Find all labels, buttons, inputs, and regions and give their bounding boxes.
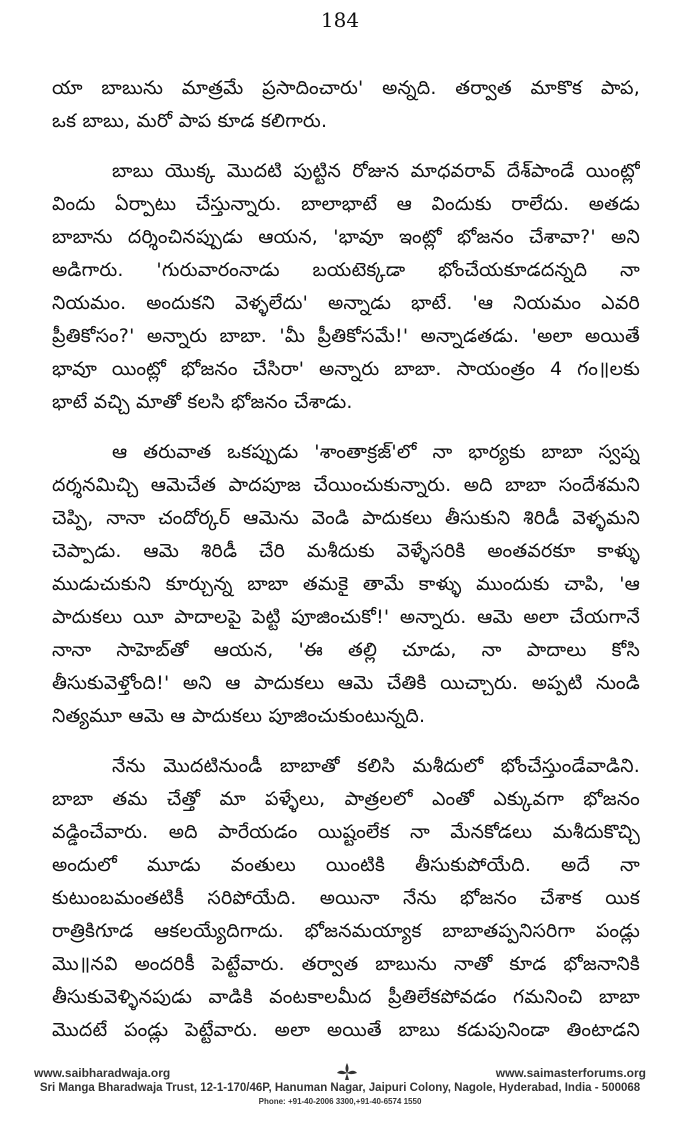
text-line: భావూ యింట్లో భోజనం చేసిరా' అన్నారు బాబా. సాయంత్రం 4 గం॥లకు: [52, 358, 640, 380]
text-line: బాబు యొక్క మొదటి పుట్టిన రోజున మాధవరావ్ దేశ్‌పాండే యింట్లో: [112, 160, 640, 182]
text-line: చెప్పాడు. ఆమె శిరిడీ చేరి మశీదుకు వెళ్ళేసరికి అంతవరకూ కాళ్ళు: [52, 540, 640, 562]
website-link-left[interactable]: www.saibharadwaja.org: [34, 1066, 171, 1080]
paragraph: [52, 72, 640, 138]
text-line: నియమం. అందుకని వెళ్ళలేదు' అన్నాడు భాటే. 'ఆ నియమం ఎవరి: [52, 292, 640, 314]
text-line: రాత్రికిగూడ ఆకలయ్యేదిగాదు. భోజనమయ్యాక బాబాతప్పనిసరిగా పండ్లు: [52, 920, 640, 942]
text-line: అడిగారు. 'గురువారంనాడు బయటెక్కడా భోంచేయకూడదన్నది నా: [52, 259, 640, 281]
text-line: తీసుకువెళ్ళినపుడు వాడికి వంటకాలమీద ప్రీతిలేకపోవడం గమనించి బాబా: [52, 986, 640, 1008]
text-line: ఆ తరువాత ఒకప్పుడు 'శాంతాక్రజ్'లో నా భార్యకు బాబా స్వప్న: [112, 441, 640, 463]
text-line: చెప్పి, నానా చందోర్కర్ ఆమెను వెండి పాదుకలు తీసుకుని శిరిడీ వెళ్ళమని: [52, 507, 640, 529]
text-line: నేను మొదటినుండీ బాబాతో కలిసి మశీదులో భోంచేస్తుండేవాడిని.: [112, 755, 640, 777]
trust-address: Sri Manga Bharadwaja Trust, 12-1-170/46P, Hanuman Nagar, Jaipuri Colony, Nagole, Hyderabad, India - 500068: [39, 1082, 641, 1094]
paragraph: [52, 436, 640, 733]
page-number: 184: [320, 8, 360, 32]
text-line: బాబా తమ చేత్తో మా పళ్ళేలు, పాత్రలలో ఎంతో ఎక్కువగా భోజనం: [52, 788, 640, 810]
text-line: దర్శనమిచ్చి ఆమెచేత పాదపూజ చేయించుకున్నారు. అది బాబా సందేశమని: [52, 474, 640, 496]
text-line: యా బాబును మాత్రమే ప్రసాదించారు' అన్నది. తర్వాత మాకొక పాప,: [52, 77, 640, 99]
floral-emblem-icon: [336, 1062, 358, 1082]
text-line: పాదుకలు యీ పాదాలపై పెట్టి పూజించుకో!' అన్నారు. ఆమె అలా చేయగానే: [52, 606, 640, 628]
text-line: ముడుచుకుని కూర్చున్న బాబా తమకై తామే కాళ్ళు ముందుకు చాపి, 'ఆ: [52, 573, 640, 595]
text-line: భాటే వచ్చి మాతో కలసి భోజనం చేశాడు.: [52, 391, 353, 413]
text-line: నిత్యమూ ఆమె ఆ పాదుకలు పూజించుకుంటున్నది.: [52, 705, 426, 727]
text-line: మొదటే పండ్లు పెట్టేవారు. అలా అయితే బాబు కడుపునిండా తింటాడని: [52, 1019, 640, 1041]
text-line: తీసుకువెళ్తోంది!' అని ఆ పాదుకలు ఆమె చేతికి యిచ్చారు. అప్పటి నుండి: [52, 672, 640, 694]
paragraph: [52, 155, 640, 419]
phone-numbers: Phone: +91-40-2006 3300,+91-40-6574 1550: [258, 1097, 422, 1106]
text-line: నానా సాహెబ్‌తో ఆయన, 'ఈ తల్లి చూడు, నా పాదాలు కోసి: [52, 639, 640, 661]
page-footer: [30, 1066, 650, 1118]
text-line: వడ్డించేవారు. అది పారేయడం యిష్టంలేక నా మేనకోడలు మశీదుకొచ్చి: [52, 821, 640, 843]
text-line: కుటుంబమంతటికీ సరిపోయేది. అయినా నేను భోజనం చేశాక యిక: [52, 887, 640, 909]
text-line: విందు ఏర్పాటు చేస్తున్నారు. బాలాభాటే ఆ విందుకు రాలేదు. అతడు: [52, 193, 640, 215]
text-line: ఒక బాబు, మరో పాప కూడ కలిగారు.: [52, 110, 328, 132]
text-line: బాబాను దర్శించినప్పుడు ఆయన, 'భావూ ఇంట్లో భోజనం చేశావా?' అని: [52, 226, 640, 248]
text-line: మొ॥నవి అందరికీ పెట్టేవారు. తర్వాత బాబును నాతో కూడ భోజనానికి: [52, 953, 640, 975]
text-line: అందులో మూడు వంతులు యింటికి తీసుకుపోయేది. అదే నా: [52, 854, 640, 876]
body-text: [52, 72, 640, 1064]
text-line: ప్రీతికోసం?' అన్నారు బాబా. 'మీ ప్రీతికోసమే!' అన్నాడతడు. 'అలా అయితే: [52, 325, 640, 347]
website-link-right[interactable]: www.saimasterforums.org: [495, 1066, 646, 1080]
paragraph: [52, 750, 640, 1047]
